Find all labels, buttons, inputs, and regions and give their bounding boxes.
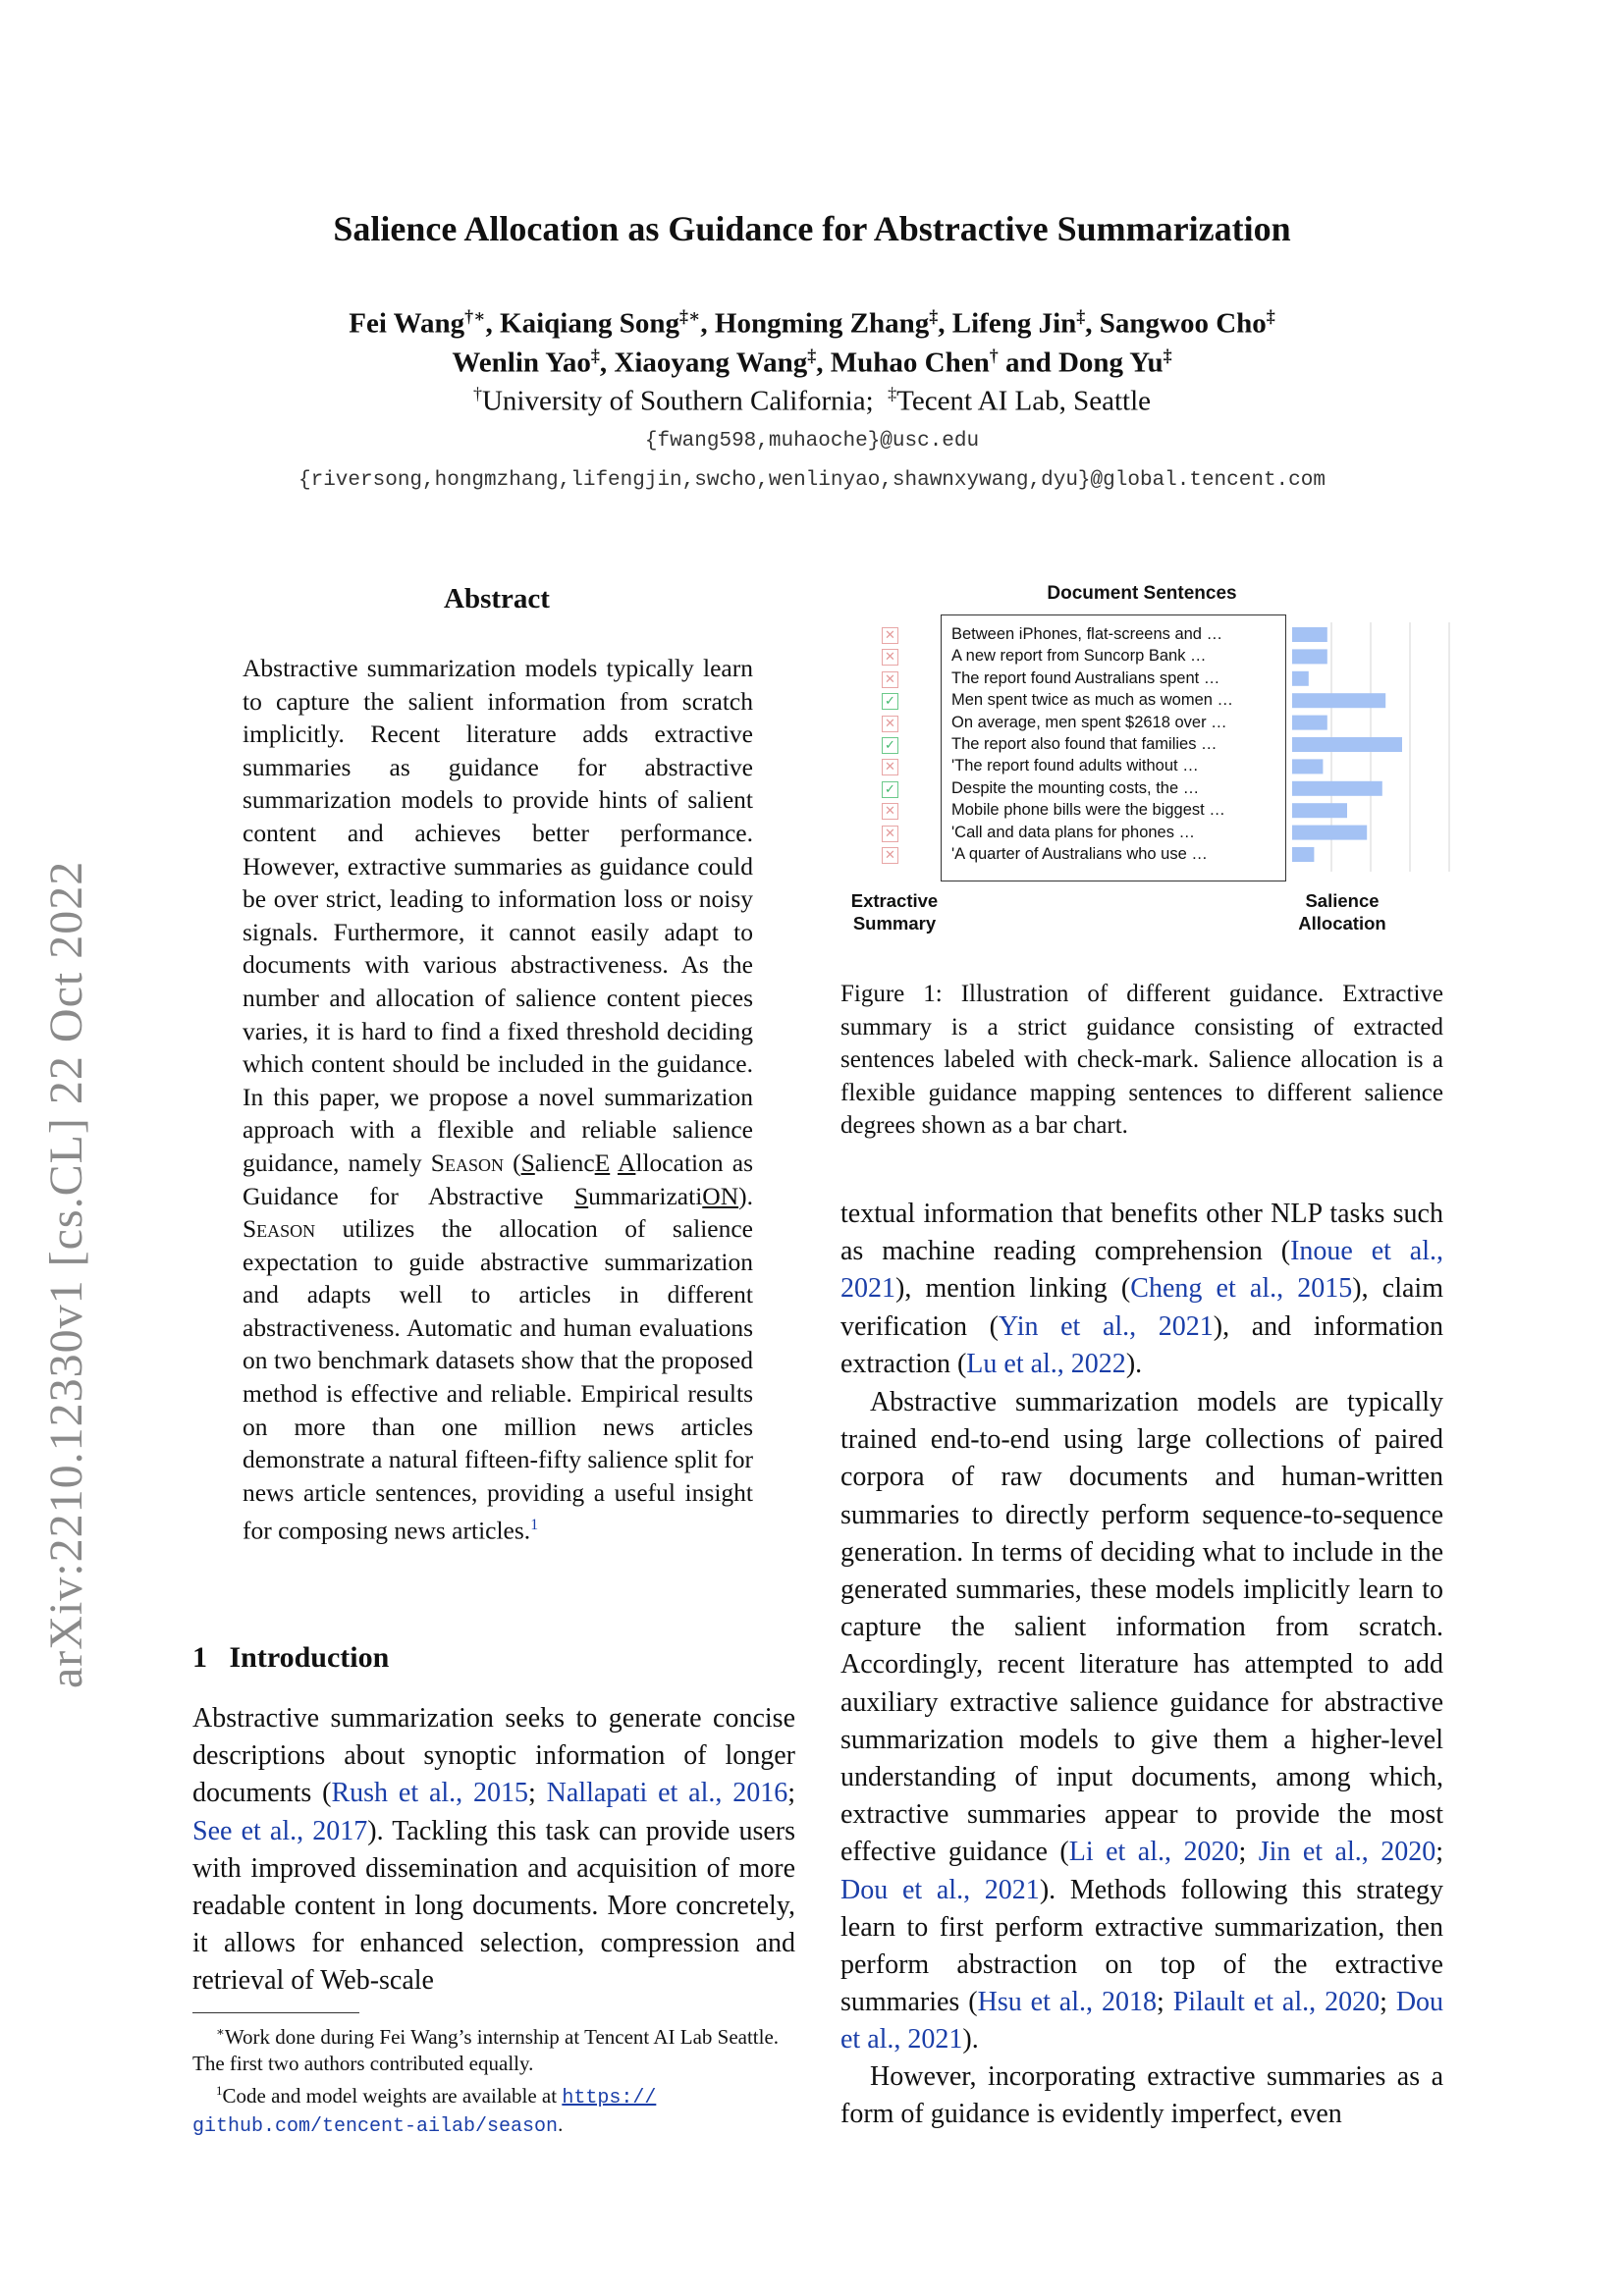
method-name: Season	[430, 1148, 504, 1177]
cross-icon: ✕	[882, 716, 898, 732]
author-name: Wenlin Yao	[452, 347, 591, 379]
cross-icon: ✕	[882, 627, 898, 644]
footnote-text: Work done during Fei Wang’s internship at Tencent AI Lab Seattle. The first two authors contributed equally.	[192, 2025, 780, 2075]
citation-link[interactable]: Lu et al., 2022	[966, 1348, 1126, 1379]
salience-bar	[1292, 781, 1382, 796]
citation-link[interactable]: Rush et al., 2015	[331, 1778, 529, 1809]
body-text: ).	[962, 2024, 979, 2056]
document-sentence: Mobile phone bills were the biggest …	[951, 801, 1225, 820]
salience-bar	[1292, 759, 1323, 774]
footnote-2: $^1$Code and model weights are available at https:// github.com/tencent-ailab/season.	[192, 2083, 657, 2138]
salience-bar	[1292, 716, 1327, 730]
right-paragraph-1	[840, 1196, 1443, 1383]
label-line: Salience	[1305, 890, 1380, 911]
salience-bar	[1292, 671, 1309, 686]
check-icon: ✓	[882, 693, 898, 710]
author-mark: †	[989, 346, 999, 365]
salience-bar-chart	[1286, 614, 1453, 881]
citation-link[interactable]: See et al., 2017	[192, 1815, 368, 1846]
paper-title: Salience Allocation as Guidance for Abstractive Summarization	[333, 209, 1291, 248]
document-sentence: Despite the mounting costs, the …	[951, 778, 1200, 797]
citation-link[interactable]: Hsu et al., 2018	[977, 1987, 1157, 2018]
author-mark: ‡	[1266, 306, 1275, 326]
document-sentence: 'The report found adults without …	[951, 757, 1199, 775]
document-sentence: 'A quarter of Australians who use …	[951, 845, 1208, 863]
salience-bar	[1292, 826, 1367, 840]
section-heading-introduction	[192, 1641, 389, 1675]
label-line: Summary	[852, 913, 937, 934]
intro-paragraph: Abstractive summarization seeks to generate concise descriptions about synoptic information of longer documents (Rush et al., 2015; Nallapati et al., 2016; See et al., 2017). Tackling this task can provide users with improved dissemination and acquisition of more readable content in long documents. More concretely, it allows for enhanced selection, compression and retrieval of Web-scale	[192, 1703, 796, 1997]
citation-link[interactable]: Dou et al., 2021	[840, 1987, 1444, 2056]
citation-link[interactable]: Nallapati et al., 2016	[546, 1778, 788, 1809]
document-sentence: On average, men spent $2618 over …	[951, 713, 1227, 731]
author-mark: ‡	[807, 346, 817, 365]
section-title: Introduction	[229, 1641, 390, 1674]
affiliations: †University of Southern California; ‡Tecent AI Lab, Seattle	[472, 384, 1152, 417]
cross-icon: ✕	[882, 759, 898, 775]
affiliation-tencent: Tecent AI Lab, Seattle	[896, 385, 1152, 417]
salience-bar	[1292, 803, 1347, 818]
salience-bar	[1292, 693, 1385, 708]
salience-bar	[1292, 627, 1327, 642]
document-sentences-box	[941, 614, 1286, 881]
author-mark: ‡	[929, 306, 939, 326]
author-name: Muhao Chen	[830, 347, 990, 379]
body-text: ), claim verification (	[840, 1273, 1443, 1342]
document-sentence: Men spent twice as much as women …	[951, 691, 1234, 710]
cross-icon: ✕	[882, 803, 898, 820]
right-paragraph-3: However, incorporating extractive summaries as a form of guidance is evidently imperfect, even	[840, 2061, 1443, 2130]
authors-line-2: Wenlin Yao‡, Xiaoyang Wang‡, Muhao Chen† and Dong Yu‡	[452, 346, 1172, 379]
document-sentence: Between iPhones, flat-screens and …	[951, 625, 1223, 643]
body-text: ), mention linking (	[895, 1273, 1131, 1305]
footnote-mark: ∗	[216, 2024, 225, 2039]
citation-link[interactable]: Dou et al., 2021	[840, 1874, 1040, 1905]
document-sentence: The report found Australians spent …	[951, 668, 1220, 687]
right-paragraph-2: Abstractive summarization models are typically trained end-to-end using large collections of paired corpora of raw documents and human-written summaries to directly perform sequence-to-sequence generation. In terms of deciding what to include in the generated summaries, these models implicitly learn to capture the salient information from scratch. Accordingly, recent literature has attempted to add auxiliary extractive salience guidance for abstractive summarization models to give them a higher-level understanding of input documents, among which, extractive summaries appear to provide the most effective guidance (Li et al., 2020; Jin et al., 2020; Dou et al., 2021). Methods following this strategy learn to first perform extractive summarization, then perform abstraction on top of the extractive summaries (Hsu et al., 2018; Pilault et al., 2020; Dou et al., 2021).	[840, 1387, 1444, 2056]
salience-bar	[1292, 847, 1314, 862]
check-icon: ✓	[882, 781, 898, 798]
footnote-text: Code and model weights are available at	[222, 2084, 558, 2108]
email-usc: {fwang598,muhaoche}@usc.edu	[644, 430, 980, 453]
citation-link[interactable]: Cheng et al., 2015	[1130, 1273, 1353, 1305]
abstract-body: Abstractive summarization models typically learn to capture the salient information from scratch implicitly. Recent literature adds extractive summaries as guidance for abstractive summarization models to provide hints of salient content and achieves better performance. However, extractive summaries as guidance could be over strict, leading to information loss or noisy signals. Furthermore, it cannot easily adapt to documents with various abstractiveness. As the number and allocation of salience content pieces varies, it is hard to find a fixed threshold deciding which content should be included in the guidance. In this paper, we propose a novel summarization approach with a flexible and reliable salience guidance, namely Season (SaliencE Allocation as Guidance for Abstractive SummarizatiON). Season utilizes the allocation of salience expectation to guide abstractive summarization and adapts well to articles in different abstractiveness. Automatic and human evaluations on two benchmark datasets show that the proposed method is effective and reliable. Empirical results on more than one million news articles demonstrate a natural fifteen-fifty salience split for news article sentences, providing a useful insight for composing news articles.$^1$	[243, 654, 753, 1545]
label-line: Extractive	[850, 890, 939, 911]
citation-link[interactable]: Jin et al., 2020	[1258, 1837, 1436, 1868]
body-text: ), and information extraction (	[840, 1310, 1444, 1379]
footnote-rule	[192, 2012, 359, 2013]
footnote-1	[192, 2018, 801, 2077]
salience-bar	[1292, 737, 1402, 752]
figure-caption: Figure 1: Illustration of different guidance. Extractive summary is a strict guidance consisting of extracted sentences labeled with check-mark. Salience allocation is a flexible guidance mapping sentences to different salience degrees shown as a bar chart.	[840, 981, 1443, 1139]
label-salience-allocation	[1278, 889, 1406, 934]
figure-title: Document Sentences	[1047, 583, 1237, 604]
intro-text: Abstractive summarization seeks to generate concise descriptions about synoptic information of longer documents (	[192, 1703, 795, 1809]
cross-icon: ✕	[882, 847, 898, 864]
abstract-text-1: Abstractive summarization models typically learn to capture the salient information from scratch implicitly. Recent literature adds extractive summaries as guidance for abstractive summarization models to provide hints of salient content and achieves better performance. However, extractive summaries as guidance could be over strict, leading to information loss or noisy signals. Furthermore, it cannot easily adapt to documents with various abstractiveness. As the number and allocation of salience content pieces varies, it is hard to find a fixed threshold deciding which content should be included in the guidance. In this paper, we propose a novel summarization approach with a flexible and reliable salience guidance, namely	[243, 654, 753, 1177]
author-mark: ‡	[590, 346, 600, 365]
section-number: 1	[192, 1641, 207, 1674]
cross-icon: ✕	[882, 826, 898, 842]
author-name: Hongming Zhang	[714, 307, 930, 340]
author-name: Sangwoo Cho	[1099, 307, 1267, 340]
author-name: Xiaoyang Wang	[614, 347, 808, 379]
citation-link[interactable]: Pilault et al., 2020	[1172, 1987, 1380, 2018]
body-text: ). Methods following this strategy learn to first perform extractive summarization, then perform abstraction on top of the extractive summaries (	[840, 1874, 1444, 2018]
author-name: Fei Wang	[349, 307, 465, 340]
body-text: textual information that benefits other NLP tasks such as machine reading comprehension (	[840, 1199, 1443, 1267]
label-line: Allocation	[1298, 913, 1386, 934]
body-text: Abstractive summarization models are typically trained end-to-end using large collections of paired corpora of raw documents and human-written summaries to directly perform sequence-to-sequence generation. In terms of deciding what to include in the generated summaries, these models implicitly learn to capture the salient information from scratch. Accordingly, recent literature has attempted to add auxiliary extractive salience guidance for abstractive summarization models to give them a higher-level understanding of input documents, among which, extractive summaries appear to provide the most effective guidance (	[840, 1387, 1443, 1868]
method-name: Season	[243, 1214, 316, 1244]
cross-icon: ✕	[882, 671, 898, 688]
author-name: Lifeng Jin	[951, 307, 1077, 340]
citation-link[interactable]: Li et al., 2020	[1068, 1837, 1239, 1868]
author-mark: ‡	[1076, 306, 1086, 326]
email-tencent: {riversong,hongmzhang,lifengjin,swcho,wenlinyao,shawnxywang,dyu}@global.tencent.com	[298, 469, 1326, 492]
arxiv-identifier: arXiv:2210.12330v1 [cs.CL] 22 Oct 2022	[40, 860, 92, 1688]
check-icon: ✓	[882, 737, 898, 754]
author-name: Kaiqiang Song	[500, 307, 679, 340]
code-link[interactable]: https://	[562, 2087, 657, 2109]
author-mark: †∗	[464, 306, 486, 326]
intro-text: ). Tackling this task can provide users with improved dissemination and acquisition of more readable content in long documents. More concretely, it allows for enhanced selection, compression and retrieval of Web-scale	[192, 1815, 796, 1997]
document-sentence: 'Call and data plans for phones …	[951, 823, 1196, 841]
abstract-text-2: utilizes the allocation of salience expectation to guide abstractive summarization and adapts well to articles in different abstractiveness. Automatic and human evaluations on two benchmark datasets show that the proposed method is effective and reliable. Empirical results on more than one million news articles demonstrate a natural fifteen-fifty salience split for news article sentences, providing a useful insight for composing news articles.	[243, 1214, 753, 1545]
footnote-ref[interactable]: 1	[530, 1517, 539, 1534]
body-text: ).	[1125, 1348, 1143, 1379]
authors-line-1: Fei Wang†∗, Kaiqiang Song‡∗, Hongming Zhang‡, Lifeng Jin‡, Sangwoo Cho‡	[349, 306, 1275, 340]
citation-link[interactable]: Yin et al., 2021	[999, 1310, 1214, 1342]
salience-bar	[1292, 649, 1327, 664]
author-mark: ‡	[1163, 346, 1172, 365]
footnote-mark: 1	[216, 2083, 223, 2098]
citation-link[interactable]: Inoue et al., 2021	[840, 1236, 1443, 1305]
author-name: Dong Yu	[1057, 347, 1164, 379]
code-link-cont[interactable]: github.com/tencent-ailab/season	[192, 2115, 559, 2138]
footnotes	[192, 2018, 801, 2140]
affiliation-usc: University of Southern California;	[481, 385, 874, 417]
label-extractive-summary	[833, 889, 956, 934]
document-sentence: A new report from Suncorp Bank …	[951, 647, 1207, 666]
cross-icon: ✕	[882, 649, 898, 666]
author-mark: ‡∗	[678, 306, 701, 326]
document-sentence: The report also found that families …	[951, 735, 1218, 753]
abstract-heading: Abstract	[444, 583, 550, 614]
